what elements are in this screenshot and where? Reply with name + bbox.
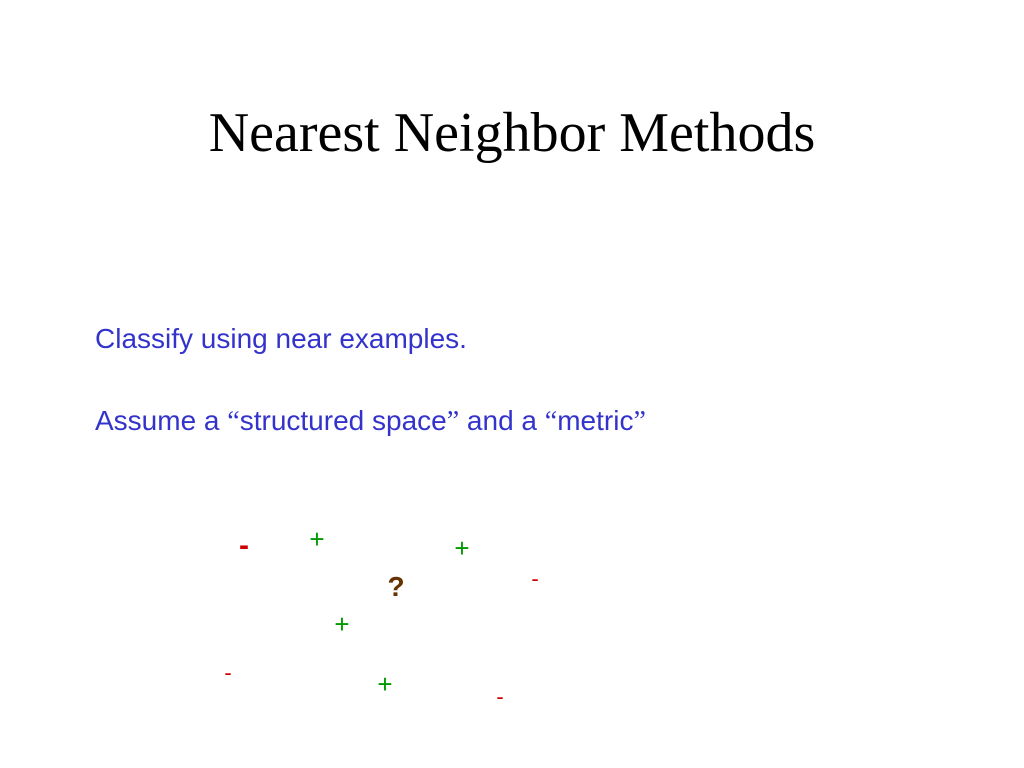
point-positive: + (334, 609, 350, 639)
bullet-classify: Classify using near examples. (95, 323, 467, 354)
point-query: ? (387, 571, 405, 602)
point-negative: - (531, 566, 539, 591)
open-quote: “ (544, 406, 558, 437)
bullet-assume-middle: and a (459, 405, 545, 436)
term-metric: metric (557, 405, 634, 436)
bullet-assume-prefix: Assume a (95, 405, 228, 436)
open-quote: “ (227, 406, 240, 437)
close-quote: ” (633, 406, 646, 437)
point-positive: + (377, 669, 393, 699)
term-structured-space: structured space (239, 405, 447, 436)
point-positive: + (309, 524, 325, 554)
point-positive: + (454, 533, 470, 563)
slide-title: Nearest Neighbor Methods (208, 102, 816, 164)
point-negative: - (239, 529, 249, 562)
close-quote: ” (446, 406, 460, 437)
point-negative: - (224, 660, 232, 685)
point-negative: - (496, 684, 504, 709)
